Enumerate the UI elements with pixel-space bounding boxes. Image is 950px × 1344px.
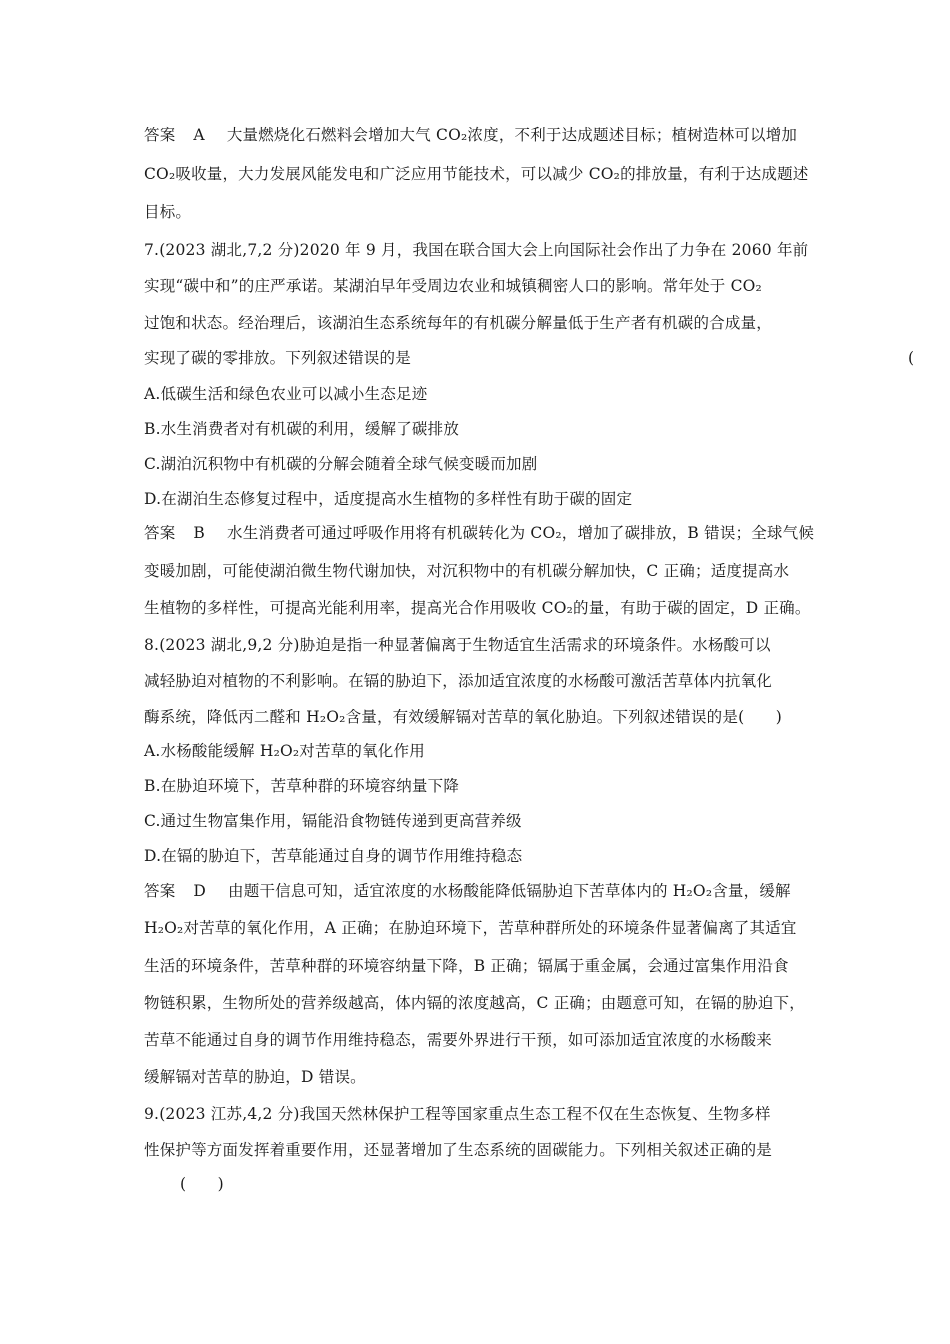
answer-paren: ( ) (180, 1175, 224, 1193)
option-c: C.湖泊沉积物中有机碳的分解会随着全球气候变暖而加剧 (144, 455, 538, 473)
option-a: A.水杨酸能缓解 H₂O₂对苦草的氧化作用 (144, 742, 425, 760)
text-line: 变暖加剧，可能使湖泊微生物代谢加快，对沉积物中的有机碳分解加快，C 正确；适度提高水 (144, 562, 790, 580)
text-line: 实现了碳的零排放。下列叙述错误的是 (144, 349, 411, 367)
text-line: 过饱和状态。经治理后，该湖泊生态系统每年的有机碳分解量低于生产者有机碳的合成量， (144, 314, 773, 332)
text-line: 目标。 (144, 203, 192, 221)
text-line: 缓解镉对苦草的胁迫，D 错误。 (144, 1068, 366, 1086)
text-line: CO₂吸收量，大力发展风能发电和广泛应用节能技术，可以减少 CO₂的排放量，有利于达成题述 (144, 165, 809, 183)
option-d: D.在湖泊生态修复过程中，适度提高水生植物的多样性有助于碳的固定 (144, 490, 633, 508)
answer-paren: ( (908, 349, 915, 367)
answer-line-q7 (144, 523, 814, 543)
option-b: B.在胁迫环境下，苦草种群的环境容纳量下降 (144, 777, 460, 795)
answer-label: 答案 (144, 126, 176, 144)
text-line: 性保护等方面发挥着重要作用，还显著增加了生态系统的固碳能力。下列相关叙述正确的是 (144, 1141, 773, 1159)
question-8-stem: 8.(2023 湖北,9,2 分)胁迫是指一种显著偏离于生物适宜生活需求的环境条件。水杨酸可以 (144, 636, 771, 654)
answer-label: 答案 (144, 524, 176, 542)
text-line: 酶系统，降低丙二醛和 H₂O₂含量，有效缓解镉对苦草的氧化胁迫。下列叙述错误的是( ) (144, 708, 782, 726)
question-7-stem: 7.(2023 湖北,7,2 分)2020 年 9 月，我国在联合国大会上向国际社会作出了力争在 2060 年前 (144, 241, 809, 259)
text-line: 减轻胁迫对植物的不利影响。在镉的胁迫下，添加适宜浓度的水杨酸可激活苦草体内抗氧化 (144, 672, 773, 690)
answer-explanation: 由题干信息可知，适宜浓度的水杨酸能降低镉胁迫下苦草体内的 H₂O₂含量，缓解 (228, 882, 791, 900)
answer-choice: B (193, 524, 205, 542)
option-a: A.低碳生活和绿色农业可以减小生态足迹 (144, 385, 428, 403)
text-line: H₂O₂对苦草的氧化作用，A 正确；在胁迫环境下，苦草种群所处的环境条件显著偏离了其适宜 (144, 919, 797, 937)
text-line: 物链积累，生物所处的营养级越高，体内镉的浓度越高，C 正确；由题意可知，在镉的胁迫下， (144, 994, 805, 1012)
text-line: 实现“碳中和”的庄严承诺。某湖泊早年受周边农业和城镇稠密人口的影响。常年处于 CO₂ (144, 277, 762, 295)
option-d: D.在镉的胁迫下，苦草能通过自身的调节作用维持稳态 (144, 847, 523, 865)
answer-line-q6 (144, 125, 797, 145)
text-line: 生植物的多样性，可提高光能利用率，提高光合作用吸收 CO₂的量，有助于碳的固定，D 正确。 (144, 599, 811, 617)
answer-choice: A (193, 126, 205, 144)
option-b: B.水生消费者对有机碳的利用，缓解了碳排放 (144, 420, 460, 438)
option-c: C.通过生物富集作用，镉能沿食物链传递到更高营养级 (144, 812, 522, 830)
answer-line-q8 (144, 881, 791, 901)
answer-choice: D (193, 882, 207, 900)
text-line: 生活的环境条件，苦草种群的环境容纳量下降，B 正确；镉属于重金属，会通过富集作用沿食 (144, 957, 789, 975)
answer-explanation: 水生消费者可通过呼吸作用将有机碳转化为 CO₂，增加了碳排放，B 错误；全球气候 (227, 524, 815, 542)
answer-label: 答案 (144, 882, 176, 900)
text-line: 苦草不能通过自身的调节作用维持稳态，需要外界进行干预，如可添加适宜浓度的水杨酸来 (144, 1031, 773, 1049)
question-9-stem: 9.(2023 江苏,4,2 分)我国天然林保护工程等国家重点生态工程不仅在生态恢复、生物多样 (144, 1105, 771, 1123)
answer-explanation: 大量燃烧化石燃料会增加大气 CO₂浓度，不利于达成题述目标；植树造林可以增加 (226, 126, 798, 144)
